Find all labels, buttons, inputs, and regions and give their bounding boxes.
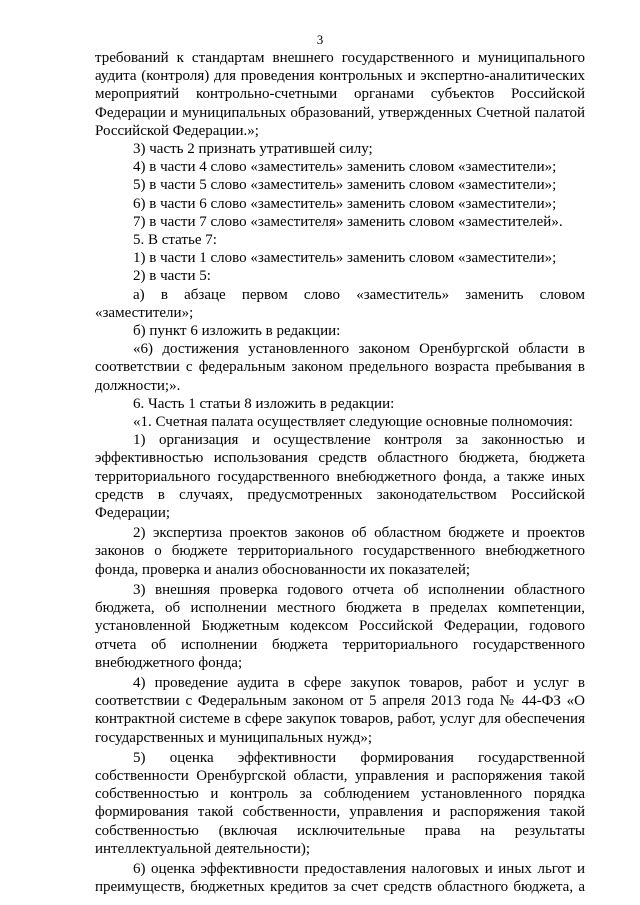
paragraph-power-4: 4) проведение аудита в сфере закупок товаров, работ и услуг в соответствии с Федеральным законом от 5 апреля 2013 года № 44-ФЗ «О контрактной системе в сфере закупок товаров, работ, услуг для обеспечения государственных и муниципальных нужд»; <box>95 674 585 746</box>
paragraph-power-1: 1) организация и осуществление контроля за законностью и эффективностью использования средств областного бюджета, бюджета территориального государственного внебюджетного фонда, а также иных средств в случаях, предусмотренных законодательством Российской Федерации; <box>95 432 585 522</box>
paragraph-item-4-part-4: 4) в части 4 слово «заместитель» заменить словом «заместители»; <box>133 159 557 176</box>
paragraph-item-3-part-2: 3) часть 2 признать утратившей силу; <box>133 141 373 158</box>
paragraph-power-3: 3) внешняя проверка годового отчета об исполнении областного бюджета, об исполнении местного бюджета в пределах компетенции, установленной Бюджетным кодексом Российской Федерации, годового отчета об исполнении бюджета территориального государственного внебюджетного фонда; <box>95 581 585 671</box>
paragraph-item-7-part-7: 7) в части 7 слово «заместителя» заменить словом «заместителей». <box>133 213 563 230</box>
paragraph-article-7-item-2: 2) в части 5: <box>133 268 211 285</box>
paragraph-subitem-a: а) в абзаце первом слово «заместитель» заменить словом «заместители»; <box>95 286 585 321</box>
paragraph-item-5-part-5: 5) в части 5 слово «заместитель» заменить словом «заместители»; <box>133 177 557 194</box>
paragraph-point-6-text: «6) достижения установленного законом Оренбургской области в соответствии с федеральным законом предельного возраста пребывания в должности;». <box>95 341 585 394</box>
paragraph-power-5: 5) оценка эффективности формирования государственной собственности Оренбургской области, управления и распоряжения такой собственностью и контроль за соблюдением установленного порядка формирования такой собственности, управления и распоряжения такой собственностью (включая исключительные права на результаты интеллектуальной деятельности); <box>95 749 585 857</box>
paragraph-subitem-b: б) пункт 6 изложить в редакции: <box>133 323 341 340</box>
document-body <box>95 49 585 896</box>
paragraph-article-8-heading: 6. Часть 1 статьи 8 изложить в редакции: <box>133 395 395 412</box>
paragraph-power-6: 6) оценка эффективности предоставления налоговых и иных льгот и преимуществ, бюджетных кредитов за счет средств областного бюджета, а <box>95 860 585 896</box>
paragraph-powers-intro: «1. Счетная палата осуществляет следующие основные полномочия: <box>133 414 573 431</box>
paragraph-power-2: 2) экспертиза проектов законов об областном бюджете и проектов законов о бюджете территориального государственного внебюджетного фонда, проверка и анализ обоснованности их показателей; <box>95 525 585 578</box>
paragraph-item-6-part-6: 6) в части 6 слово «заместитель» заменить словом «заместители»; <box>133 195 557 212</box>
paragraph-continuation-audit-standards: требований к стандартам внешнего государственного и муниципального аудита (контроля) для проведения контрольных и экспертно-аналитических мероприятий контрольно-счетными органами субъектов Российской Федерации и муниципальных образований, утвержденных Счетной палатой Российской Федерации.»; <box>95 50 585 139</box>
paragraph-article-7-item-1: 1) в части 1 слово «заместитель» заменить словом «заместители»; <box>133 250 557 267</box>
page-number: 3 <box>316 32 324 47</box>
paragraph-article-7-heading: 5. В статье 7: <box>133 232 217 249</box>
